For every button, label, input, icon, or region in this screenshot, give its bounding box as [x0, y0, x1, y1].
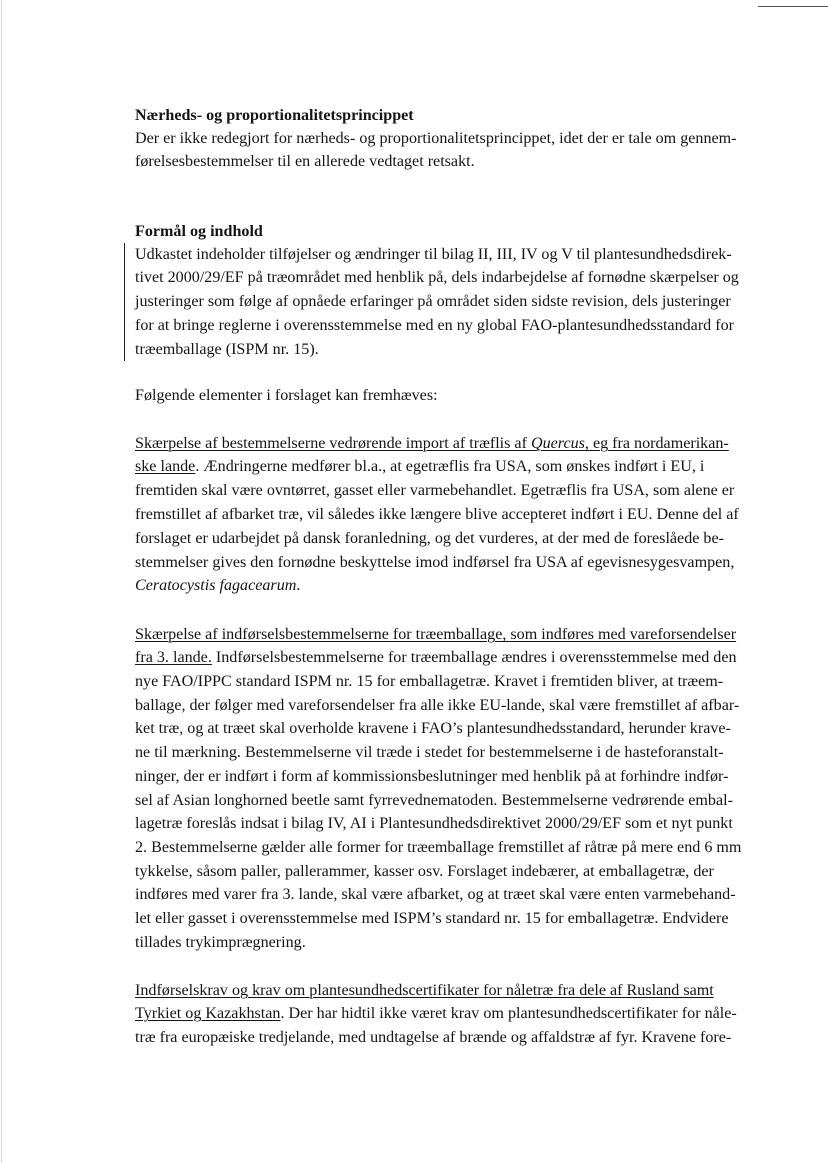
item3-title-part: Indførselskrav og krav om plantesundhedscertifikater for nåletræ fra dele af Rusland samt [135, 982, 714, 999]
paragraph-line: fremtiden skal være ovntørret, gasset eller varmebehandlet. Egetræflis fra USA, som alene er [135, 482, 735, 499]
paragraph-line: tykkelse, såsom paller, pallerammer, kasser osv. Forslaget indebærer, at emballagetræ, der [135, 863, 714, 880]
species-name: Ceratocystis fagacearum [135, 577, 297, 594]
paragraph-line: stemmelser gives den fornødne beskyttelse imod indførsel fra USA af egevisnesygesvampen, [135, 554, 735, 571]
item2-text: Indførselsbestemmelserne for træemballage ændres i overensstemmelse med den [211, 649, 737, 666]
item1-text: . Ændringerne medfører bl.a., at egetræflis fra USA, som ønskes indført i EU, i [195, 458, 705, 475]
paragraph-line: let eller gasset i overensstemmelse med ISPM’s standard nr. 15 for emballagetræ. Endvidere [135, 910, 729, 927]
intro-line: Følgende elementer i forslaget kan fremhæves: [135, 387, 438, 404]
heading-formaal: Formål og indhold [135, 223, 263, 240]
paragraph-line: tivet 2000/29/EF på træområdet med henblik på, dels indarbejdelse af fornødne skærpelser og [135, 269, 739, 286]
paragraph-line: for at bringe reglerne i overensstemmelse med en ny global FAO-plantesundhedsstandard for [135, 317, 735, 334]
paragraph-line: ne til mærkning. Bestemmelserne vil træde i stedet for bestemmelserne i de hasteforanstalt- [135, 744, 724, 761]
item1-title-italic: Quercus [530, 435, 585, 452]
scan-left-edge [1, 0, 2, 1163]
paragraph-line: ket træ, og at træet skal overholde kravene i FAO’s plantesundhedsstandard, herunder krave- [135, 720, 731, 737]
item1-title-line1 [135, 432, 729, 455]
item2-title-line1 [135, 623, 736, 646]
paragraph-line: træemballage (ISPM nr. 15). [135, 341, 319, 358]
item1-title-end: ske lande [135, 458, 196, 475]
item3-text: . Der har hidtil ikke været krav om plantesundhedscertifikater for nåle- [280, 1005, 737, 1022]
item1-title-part: , eg fra nordamerikan- [584, 435, 729, 452]
item1-title-part: Skærpelse af bestemmelserne vedrørende import af træflis af [135, 435, 531, 452]
paragraph-line: førelsesbestemmelser til en allerede vedtaget retsakt. [135, 153, 475, 170]
heading-naerhed: Nærheds- og proportionalitetsprincippet [135, 107, 414, 124]
paragraph-line: fremstillet af afbarket træ, vil således ikke længere blive accepteret indført i EU. Denne del af [135, 506, 739, 523]
item3-title-line2 [135, 1002, 737, 1025]
paragraph-line: 2. Bestemmelserne gælder alle former for træemballage fremstillet af råtræ på mere end 6 mm [135, 839, 742, 856]
paragraph-line: sel af Asian longhorned beetle samt fyrrevednematoden. Bestemmelserne vedrørende embal- [135, 792, 733, 809]
paragraph-line: lagetræ foreslås indsat i bilag IV, AI i Plantesundhedsdirektivet 2000/29/EF som et nyt punkt [135, 815, 733, 832]
item2-title-end: fra 3. lande. [135, 649, 212, 666]
paragraph-line: ballage, der følger med vareforsendelser fra alle ikke EU-lande, skal være fremstillet af afbar- [135, 697, 740, 714]
paragraph-line: nye FAO/IPPC standard ISPM nr. 15 for emballagetræ. Kravet i fremtiden bliver, at træem- [135, 673, 724, 690]
item3-title-line1 [135, 979, 714, 1002]
paragraph-line: forslaget er udarbejdet på dansk foranledning, og det vurderes, at der med de foreslåede be- [135, 530, 724, 547]
item3-title-end: Tyrkiet og Kazakhstan [135, 1005, 281, 1022]
item1-end: . [296, 577, 301, 594]
paragraph-line: ninger, der er indført i form af kommissionsbeslutninger med henblik på at forhindre indfør- [135, 768, 729, 785]
revision-margin-bar [124, 243, 125, 361]
paragraph-line: indføres med varer fra 3. lande, skal være afbarket, og at træet skal være enten varmebehand- [135, 886, 736, 903]
paragraph-line: tillades trykimprægnering. [135, 934, 306, 951]
paragraph-line: træ fra europæiske tredjelande, med undtagelse af brænde og affaldstræ af fyr. Kravene fore- [135, 1029, 732, 1046]
scan-edge-line [758, 6, 828, 7]
paragraph-line: Udkastet indeholder tilføjelser og ændringer til bilag II, III, IV og V til plantesundhedsdirek- [135, 246, 732, 263]
item1-title-line2 [135, 455, 704, 478]
item2-title-line2 [135, 646, 737, 669]
item2-title-part: Skærpelse af indførselsbestemmelserne for træemballage, som indføres med vareforsendelser [135, 626, 737, 643]
paragraph-line: justeringer som følge af opnåede erfaringer på området siden sidste revision, dels justeringer [135, 293, 731, 310]
item1-last-line [135, 574, 300, 597]
paragraph-line: Der er ikke redegjort for nærheds- og proportionalitetsprincippet, idet der er tale om gennem- [135, 130, 737, 147]
